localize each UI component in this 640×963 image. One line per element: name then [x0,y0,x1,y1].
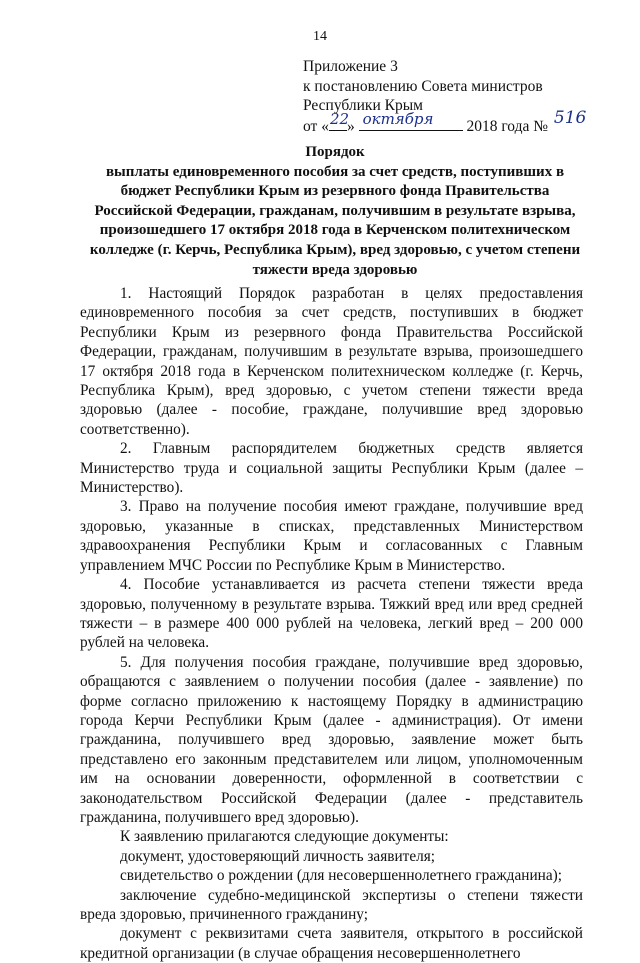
document-item: документ, удостоверяющий личность заявителя; [120,847,436,865]
paragraph-1: 1. Настоящий Порядок разработан в целях предоставления единовременного пособия за счет средств, поступивших в бюджет Республики Крым из резервного фонда Правительства Российской Федерации, гражданам, получившим в результате взрыва, произошедшего 17 октября 2018 года в Керченском политехническом колледже (г. Керчь, Республика Крым), вред здоровью, с учетом степени тяжести вреда здоровью (далее - пособие, граждане, получившие вред здоровью соответственно). [80,285,583,438]
paragraph-2: 2. Главным распорядителем бюджетных средств является Министерство труда и социальной защиты Республики Крым (далее – Министерство). [80,440,583,497]
title-line: произошедшего 17 октября 2018 года в Керченском политехническом [99,222,571,239]
documents-intro: К заявлению прилагаются следующие документы: [120,828,449,846]
title-line: колледже (г. Керчь, Республика Крым), вред здоровью, с учетом степени [89,241,581,258]
title-line: выплаты единовременного пособия за счет средств, поступивших в [105,163,565,180]
title-line: тяжести вреда здоровью [252,261,418,278]
title-line: Порядок [305,144,365,160]
document-item: заключение судебно-медицинской экспертизы о степени тяжести вреда здоровью, причиненного гражданину; [80,886,583,923]
title-line: бюджет Республики Крым из резервного фонда Правительства [120,183,550,200]
annex-header [303,57,623,136]
annex-decree-line: к постановлению Совета министров [303,77,543,95]
document-item: документ с реквизитами счета заявителя, открытого в российской кредитной организации (в случае обращения несовершеннолетнего [80,925,583,962]
handwritten-month: октября [362,109,434,128]
handwritten-day: 22 [329,109,350,128]
document-title [80,143,590,280]
page-number: 14 [313,29,327,44]
paragraph-3: 3. Право на получение пособия имеют граждане, получившие вред здоровью, указанные в списках, представленных Министерством здравоохранения Республики Крым и согласованных с Главным управлением МЧС России по Республике Крым в Министерство. [80,498,583,574]
annex-title: Приложение 3 [303,58,398,75]
document-body [80,284,583,963]
handwritten-number: 516 [553,107,587,128]
annex-date-line [303,107,623,137]
annex-republic-line: Республики Крым [303,97,423,114]
date-prefix: от « [303,117,329,135]
title-line: Российской Федерации, гражданам, получившим в результате взрыва, [94,202,576,219]
paragraph-4: 4. Пособие устанавливается из расчета степени тяжести вреда здоровью, полученному в результате взрыва. Тяжкий вред или вред средней тяжести – в размере 400 000 рублей на человека, легкий вред – 200 000 рублей на человека. [80,576,583,652]
paragraph-5: 5. Для получения пособия граждане, получившие вред здоровью, обращаются с заявлением о получении пособия (далее - заявление) по форме согласно приложению к настоящему Порядку в администрацию города Керчи Республики Крым (далее - администрация). От имени гражданина, получившего вред здоровью, заявление может быть представлено его законным представителем или лицом, уполномоченным им на основании доверенности, оформленной в соответствии с законодательством Российской Федерации (далее - представитель гражданина, получившего вред здоровью). [80,653,583,826]
document-item: свидетельство о рождении (для несовершеннолетнего гражданина); [120,867,562,885]
date-year: 2018 года № [466,117,549,135]
date-mid: » [346,117,359,135]
